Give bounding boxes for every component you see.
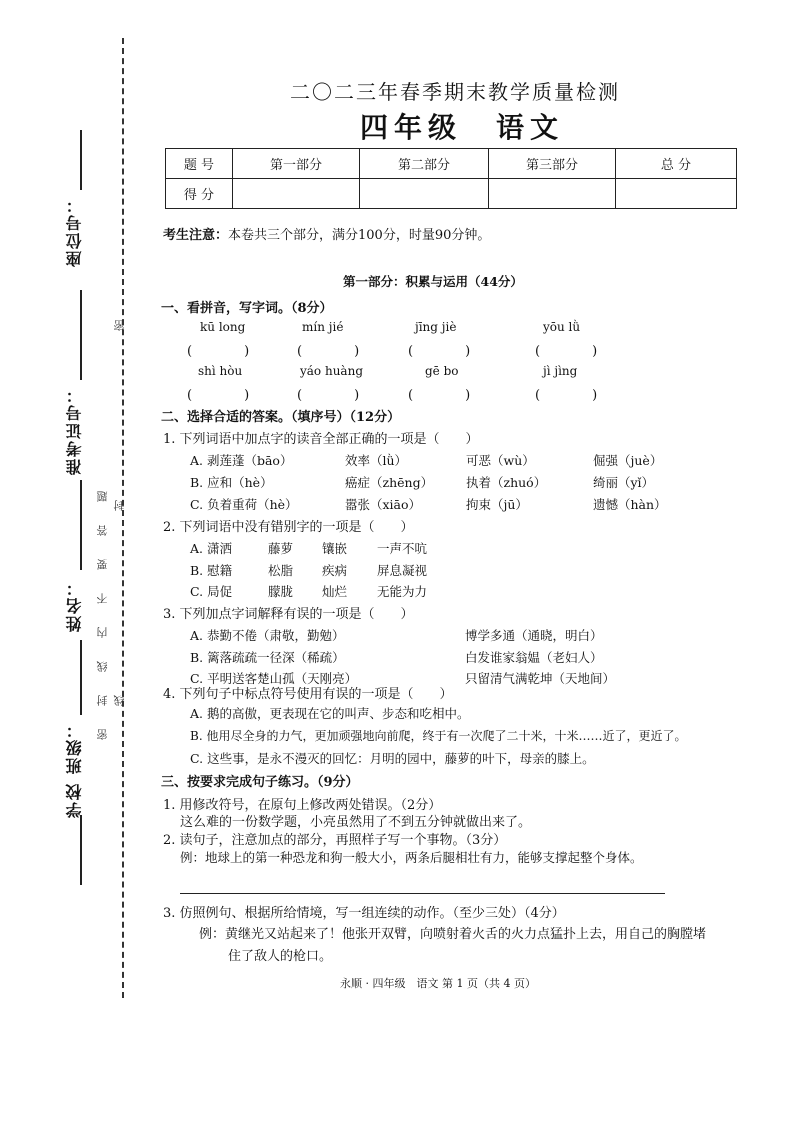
option-a: 可恶（wù） [466,453,535,468]
option-b: B. 他用尽全身的力气，更加顽强地向前爬，终于有一次爬了二十米，十米……近了，更近了。 [190,729,687,743]
q3-title: 三、按要求完成句子练习。（9分） [161,775,359,790]
option-a: 镶嵌 [322,541,348,556]
option-a: 藤萝 [268,541,294,556]
option-c: 只留清气满乾坤（天地间） [465,671,616,686]
q3-3-stem: 3. 仿照例句、根据所给情境，写一组连续的动作。（至少三处）（4分） [163,906,565,921]
option-b: B. 慰籍 [190,563,233,578]
option-a: 倔强（juè） [593,453,663,468]
score-cell[interactable] [360,179,489,209]
option-c: 灿烂 [322,584,348,599]
option-c: 拘束（jū） [466,497,528,512]
pinyin-item: yōu lǜ [543,320,581,334]
pinyin-item: kū long [200,320,246,334]
school-field[interactable] [80,815,82,885]
option-a: A. 鹅的高傲，更表现在它的叫声、步态和吃相中。 [190,706,470,721]
pinyin-item: mín jié [302,320,344,334]
q3-3-example: 例：黄继光又站起来了！他张开双臂，向喷射着火舌的火力点猛扑上去，用自己的胸膛堵 [199,927,707,942]
exam-notice [163,224,490,243]
option-b: 白发谁家翁媪（老妇人） [465,650,603,665]
score-table [165,148,737,209]
q3-1-text: 这么难的一份数学题，小亮虽然用了不到五分钟就做出来了。 [180,815,532,830]
option-c: 朦胧 [268,584,294,599]
part1-title: 第一部分：积累与运用（44分） [343,274,523,289]
q1-title: 一、看拼音，写字词。（8分） [161,301,333,316]
seal-mark-mi: 密 [113,320,126,331]
answer-box[interactable]: ( ) [535,388,598,403]
answer-box[interactable]: ( ) [187,344,250,359]
option-b: 松脂 [268,563,294,578]
score-table-header: 第二部分 [360,149,489,179]
pinyin-item: shì hòu [198,364,243,378]
option-b: B. 篱落疏疏一径深（稀疏） [190,650,345,665]
answer-box[interactable]: ( ) [297,344,360,359]
option-c: C. 平明送客楚山孤（天刚亮） [190,671,358,686]
q3-3-example-cont: 住了敌人的枪口。 [228,949,333,964]
seat-number-field[interactable] [80,130,82,190]
score-cell[interactable] [489,179,616,209]
q3-2-stem: 2. 读句子，注意加点的部分，再照样子写一个事物。（3分） [163,833,507,848]
option-b: 执着（zhuó） [466,475,547,490]
answer-box[interactable]: ( ) [408,344,471,359]
option-b: 癌症（zhēng） [345,475,434,490]
option-a: A. 潇洒 [190,541,232,556]
exam-number-label: 准考证号： [65,385,84,475]
score-table-header: 第三部分 [489,149,616,179]
page-footer: 永顺 · 四年级 语文 第 1 页（共 4 页） [340,977,536,990]
option-c: 遗憾（hàn） [593,497,667,512]
school-label: 学校 [65,782,84,818]
option-a: 效率（lǜ） [345,453,408,468]
notice-label: 考生注意： [163,228,229,243]
seal-notice: 密 封 线 内 不 要 答 题 [96,485,109,740]
pinyin-item: jì jìng [543,364,578,378]
option-a: A. 恭勤不倦（肃敬，勤勉） [190,628,345,643]
exam-title: 二〇二三年春季期末教学质量检测 [290,80,620,104]
answer-box[interactable]: ( ) [187,388,250,403]
option-b: B. 应和（hè） [190,475,273,490]
option-a: 一声不吭 [377,541,428,556]
seal-mark-xian: 线 [113,695,126,706]
seal-dashed-line [122,38,124,998]
name-label: 姓名： [65,578,84,632]
score-table-header: 总 分 [616,149,737,179]
option-c: 无能为力 [377,584,428,599]
q2-2-stem: 2. 下列词语中没有错别字的一项是（ ） [163,520,414,535]
answer-line[interactable] [180,893,665,894]
pinyin-item: yáo huàng [300,364,363,378]
option-c: 嚣张（xiāo） [345,497,422,512]
option-c: C. 这些事，是永不漫灭的回忆：月明的园中，藤萝的叶下，母亲的膝上。 [190,751,595,766]
option-a: A. 剥莲蓬（bāo） [190,453,293,468]
seal-mark-feng: 封 [113,500,126,511]
score-cell[interactable] [233,179,360,209]
score-cell[interactable] [616,179,737,209]
notice-text: 本卷共三个部分，满分100分，时量90分钟。 [228,228,491,243]
score-table-header: 题 号 [166,149,233,179]
option-b: 疾病 [322,563,348,578]
q3-2-example: 例：地球上的第一种恐龙和狗一般大小，两条后腿相壮有力，能够支撑起整个身体。 [180,850,643,865]
option-c: C. 负着重荷（hè） [190,497,298,512]
option-a: 博学多通（通晓，明白） [465,628,603,643]
answer-box[interactable]: ( ) [535,344,598,359]
class-label: 班级： [65,720,84,774]
pinyin-item: jīng jiè [415,320,457,334]
q2-1-stem: 1. 下列词语中加点字的读音全部正确的一项是（ ） [163,432,479,447]
option-b: 绮丽（yǐ） [593,475,655,490]
answer-box[interactable]: ( ) [297,388,360,403]
exam-subtitle: 四年级 语文 [360,111,565,144]
score-table-header: 第一部分 [233,149,360,179]
q2-3-stem: 3. 下列加点字词解释有误的一项是（ ） [163,607,414,622]
pinyin-item: gē bo [425,364,459,378]
option-c: C. 局促 [190,584,233,599]
exam-number-field[interactable] [80,290,82,380]
q3-1-stem: 1. 用修改符号，在原句上修改两处错误。（2分） [163,798,442,813]
name-field[interactable] [80,480,82,570]
q2-title: 二、选择合适的答案。（填序号）（12分） [161,410,401,425]
class-field[interactable] [80,640,82,715]
q2-4-stem: 4. 下列句子中标点符号使用有误的一项是（ ） [163,687,453,702]
score-row-label: 得 分 [166,179,233,209]
seat-number-label: 座位号： [65,195,84,267]
answer-box[interactable]: ( ) [408,388,471,403]
option-b: 屏息凝视 [377,563,428,578]
